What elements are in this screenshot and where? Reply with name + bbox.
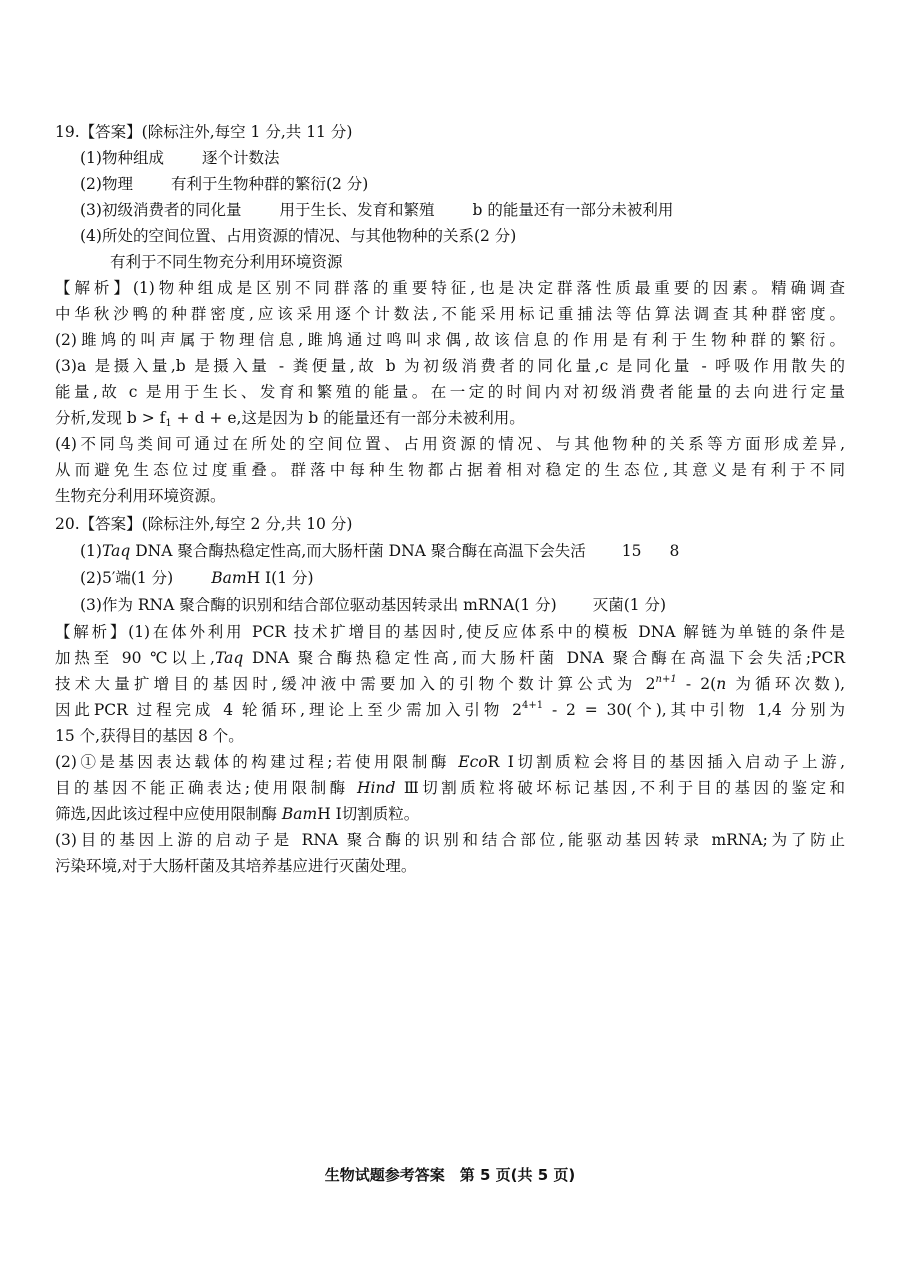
q20-explanation-line-9: (3)目的基因上游的启动子是 RNA 聚合酶的识别和结合部位,能驱动基因转录 mRNA;为了防止 [55,831,845,849]
q19-answer-1: (1)物种组成 逐个计数法 [80,149,280,167]
q19-heading: 19.【答案】(除标注外,每空 1 分,共 11 分) [55,123,353,141]
q20-explanation-line-6: (2)①是基因表达载体的构建过程;若使用限制酶 EcoR Ⅰ切割质粒会将目的基因插入启动子上游, [55,753,845,771]
q20-explanation-line-8: 筛选,因此该过程中应使用限制酶 BamH Ⅰ切割质粒。 [55,805,420,823]
q20-explanation-line-4: 因此PCR 过程完成 4 轮循环,理论上至少需加入引物 $2^{4+1} - 2 = 30$(个),其中引物 1,4 分别为 [55,700,845,719]
q19-explanation-line-7: (4)不同鸟类间可通过在所处的空间位置、占用资源的情况、与其他物种的关系等方面形成差异, [55,435,845,453]
q19-explanation-line-1: 【解析】(1)物种组成是区别不同群落的重要特征,也是决定群落性质最重要的因素。精确调查 [55,279,845,297]
q19-explanation-line-8: 从而避免生态位过度重叠。群落中每种生物都占据着相对稳定的生态位,其意义是有利于不同 [55,461,845,479]
q20-explanation-line-7: 目的基因不能正确表达;使用限制酶 Hind Ⅲ切割质粒将破坏标记基因,不利于目的基因的鉴定和 [55,779,845,797]
q19-explanation-line-4: (3)a 是摄入量,b 是摄入量 - 粪便量,故 b 为初级消费者的同化量,c 是同化量 - 呼吸作用散失的 [55,357,845,375]
q19-answer-4b: 有利于不同生物充分利用环境资源 [110,253,343,271]
q20-answer-3: (3)作为 RNA 聚合酶的识别和结合部位驱动基因转录出 mRNA(1 分) 灭菌(1 分) [80,596,667,614]
q20-heading: 20.【答案】(除标注外,每空 2 分,共 10 分) [55,515,353,533]
q20-explanation-line-3: 技术大量扩增目的基因时,缓冲液中需要加入的引物个数计算公式为 $2^{n+1} - 2(n$ 为循环次数), [55,674,846,693]
q19-explanation-line-3: (2)雎鸠的叫声属于物理信息,雎鸠通过鸣叫求偶,故该信息的作用是有利于生物种群的繁衍。 [55,331,845,349]
q19-answer-4: (4)所处的空间位置、占用资源的情况、与其他物种的关系(2 分) [80,227,517,245]
q19-explanation-line-2: 中华秋沙鸭的种群密度,应该采用逐个计数法,不能采用标记重捕法等估算法调查其种群密度。 [55,305,845,323]
q20-explanation-line-5: 15 个,获得目的基因 8 个。 [55,727,244,745]
q19-explanation-line-5: 能量,故 c 是用于生长、发育和繁殖的能量。在一定的时间内对初级消费者能量的去向进行定量 [55,383,845,401]
q19-answer-2: (2)物理 有利于生物种群的繁衍(2 分) [80,175,369,193]
q19-explanation-line-6: 分析,发现 $b > f_1 + d + e$,这是因为 b 的能量还有一部分未被利用。 [55,409,525,429]
q20-explanation-line-1: 【解析】(1)在体外利用 PCR 技术扩增目的基因时,使反应体系中的模板 DNA 解链为单链的条件是 [55,623,845,641]
q20-explanation-line-10: 污染环境,对于大肠杆菌及其培养基应进行灭菌处理。 [55,857,417,875]
q20-answer-1: (1)Taq DNA 聚合酶热稳定性高,而大肠杆菌 DNA 聚合酶在高温下会失活 15 8 [80,542,680,560]
q20-answer-2: (2)5′端(1 分) BamH Ⅰ(1 分) [80,569,314,587]
q20-explanation-line-2: 加热至 90 ℃以上,Taq DNA 聚合酶热稳定性高,而大肠杆菌 DNA 聚合酶在高温下会失活;PCR [55,649,846,667]
page-footer: 生物试题参考答案 第 5 页(共 5 页) [324,1166,576,1184]
q19-explanation-line-9: 生物充分利用环境资源。 [55,487,226,505]
q19-answer-3: (3)初级消费者的同化量 用于生长、发育和繁殖 b 的能量还有一部分未被利用 [80,201,674,219]
